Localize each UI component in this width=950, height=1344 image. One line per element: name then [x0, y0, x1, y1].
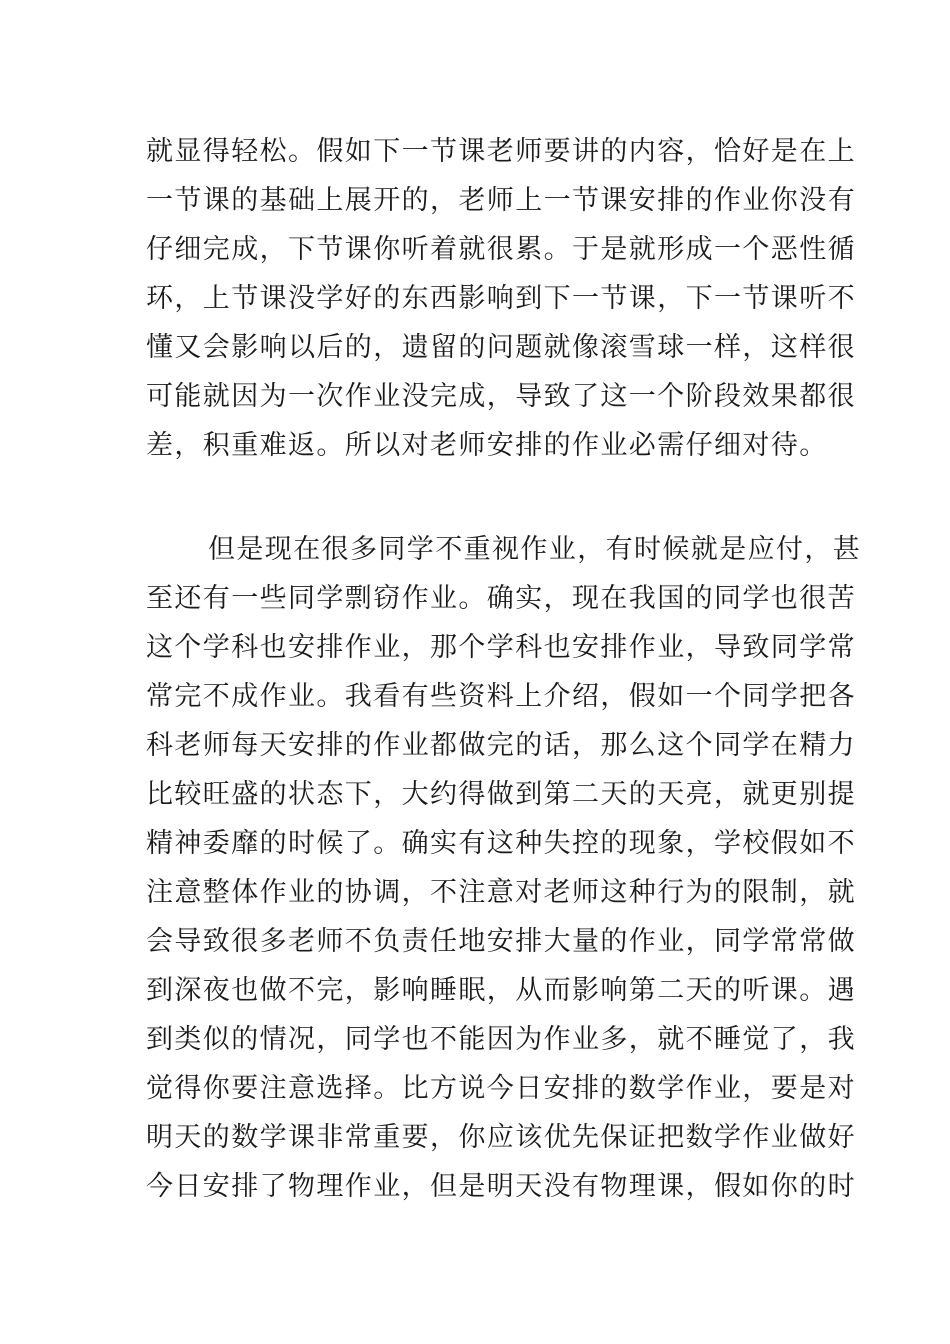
paragraph-line: 仔细完成，下节课你听着就很累。于是就形成一个恶性循	[146, 234, 856, 265]
paragraph-line: 精神委靡的时候了。确实有这种失控的现象，学校假如不	[146, 828, 856, 859]
paragraph-line: 一节课的基础上展开的，老师上一节课安排的作业你没有	[146, 185, 856, 216]
paragraph-line: 到深夜也做不完，影响睡眠，从而影响第二天的听课。遇	[146, 975, 856, 1006]
paragraph-line: 常完不成作业。我看有些资料上介绍，假如一个同学把各	[146, 681, 856, 712]
paragraph-line: 觉得你要注意选择。比方说今日安排的数学作业，要是对	[146, 1073, 856, 1104]
paragraph-line: 科老师每天安排的作业都做完的话，那么这个同学在精力	[146, 730, 856, 761]
paragraph-line: 明天的数学课非常重要，你应该优先保证把数学作业做好	[146, 1122, 856, 1153]
paragraph-line: 这个学科也安排作业，那个学科也安排作业，导致同学常	[146, 632, 856, 663]
paragraph-line: 但是现在很多同学不重视作业，有时候就是应付，甚	[208, 534, 862, 565]
paragraph-line: 会导致很多老师不负责任地安排大量的作业，同学常常做	[146, 926, 856, 957]
paragraph-line	[146, 1216, 806, 1256]
paragraph-line: 差，积重难返。所以对老师安排的作业必需仔细对待。	[146, 430, 828, 461]
paragraph-line: 比较旺盛的状态下，大约得做到第二天的天亮，就更别提	[146, 779, 856, 810]
paragraph-line: 今日安排了物理作业，但是明天没有物理课，假如你的时	[146, 1171, 856, 1202]
paragraph-line: 可能就因为一次作业没完成，导致了这一个阶段效果都很	[146, 381, 856, 412]
paragraph-line: 就显得轻松。假如下一节课老师要讲的内容，恰好是在上	[146, 136, 856, 167]
paragraph-line: 到类似的情况，同学也不能因为作业多，就不睡觉了，我	[146, 1024, 856, 1055]
paragraph-line: 环，上节课没学好的东西影响到下一节课，下一节课听不	[146, 283, 856, 314]
paragraph-line: 注意整体作业的协调，不注意对老师这种行为的限制，就	[146, 877, 856, 908]
paragraph-line: 懂又会影响以后的，遗留的问题就像滚雪球一样，这样很	[146, 332, 856, 363]
paragraph-line: 至还有一些同学剽窃作业。确实，现在我国的同学也很苦	[146, 583, 856, 614]
